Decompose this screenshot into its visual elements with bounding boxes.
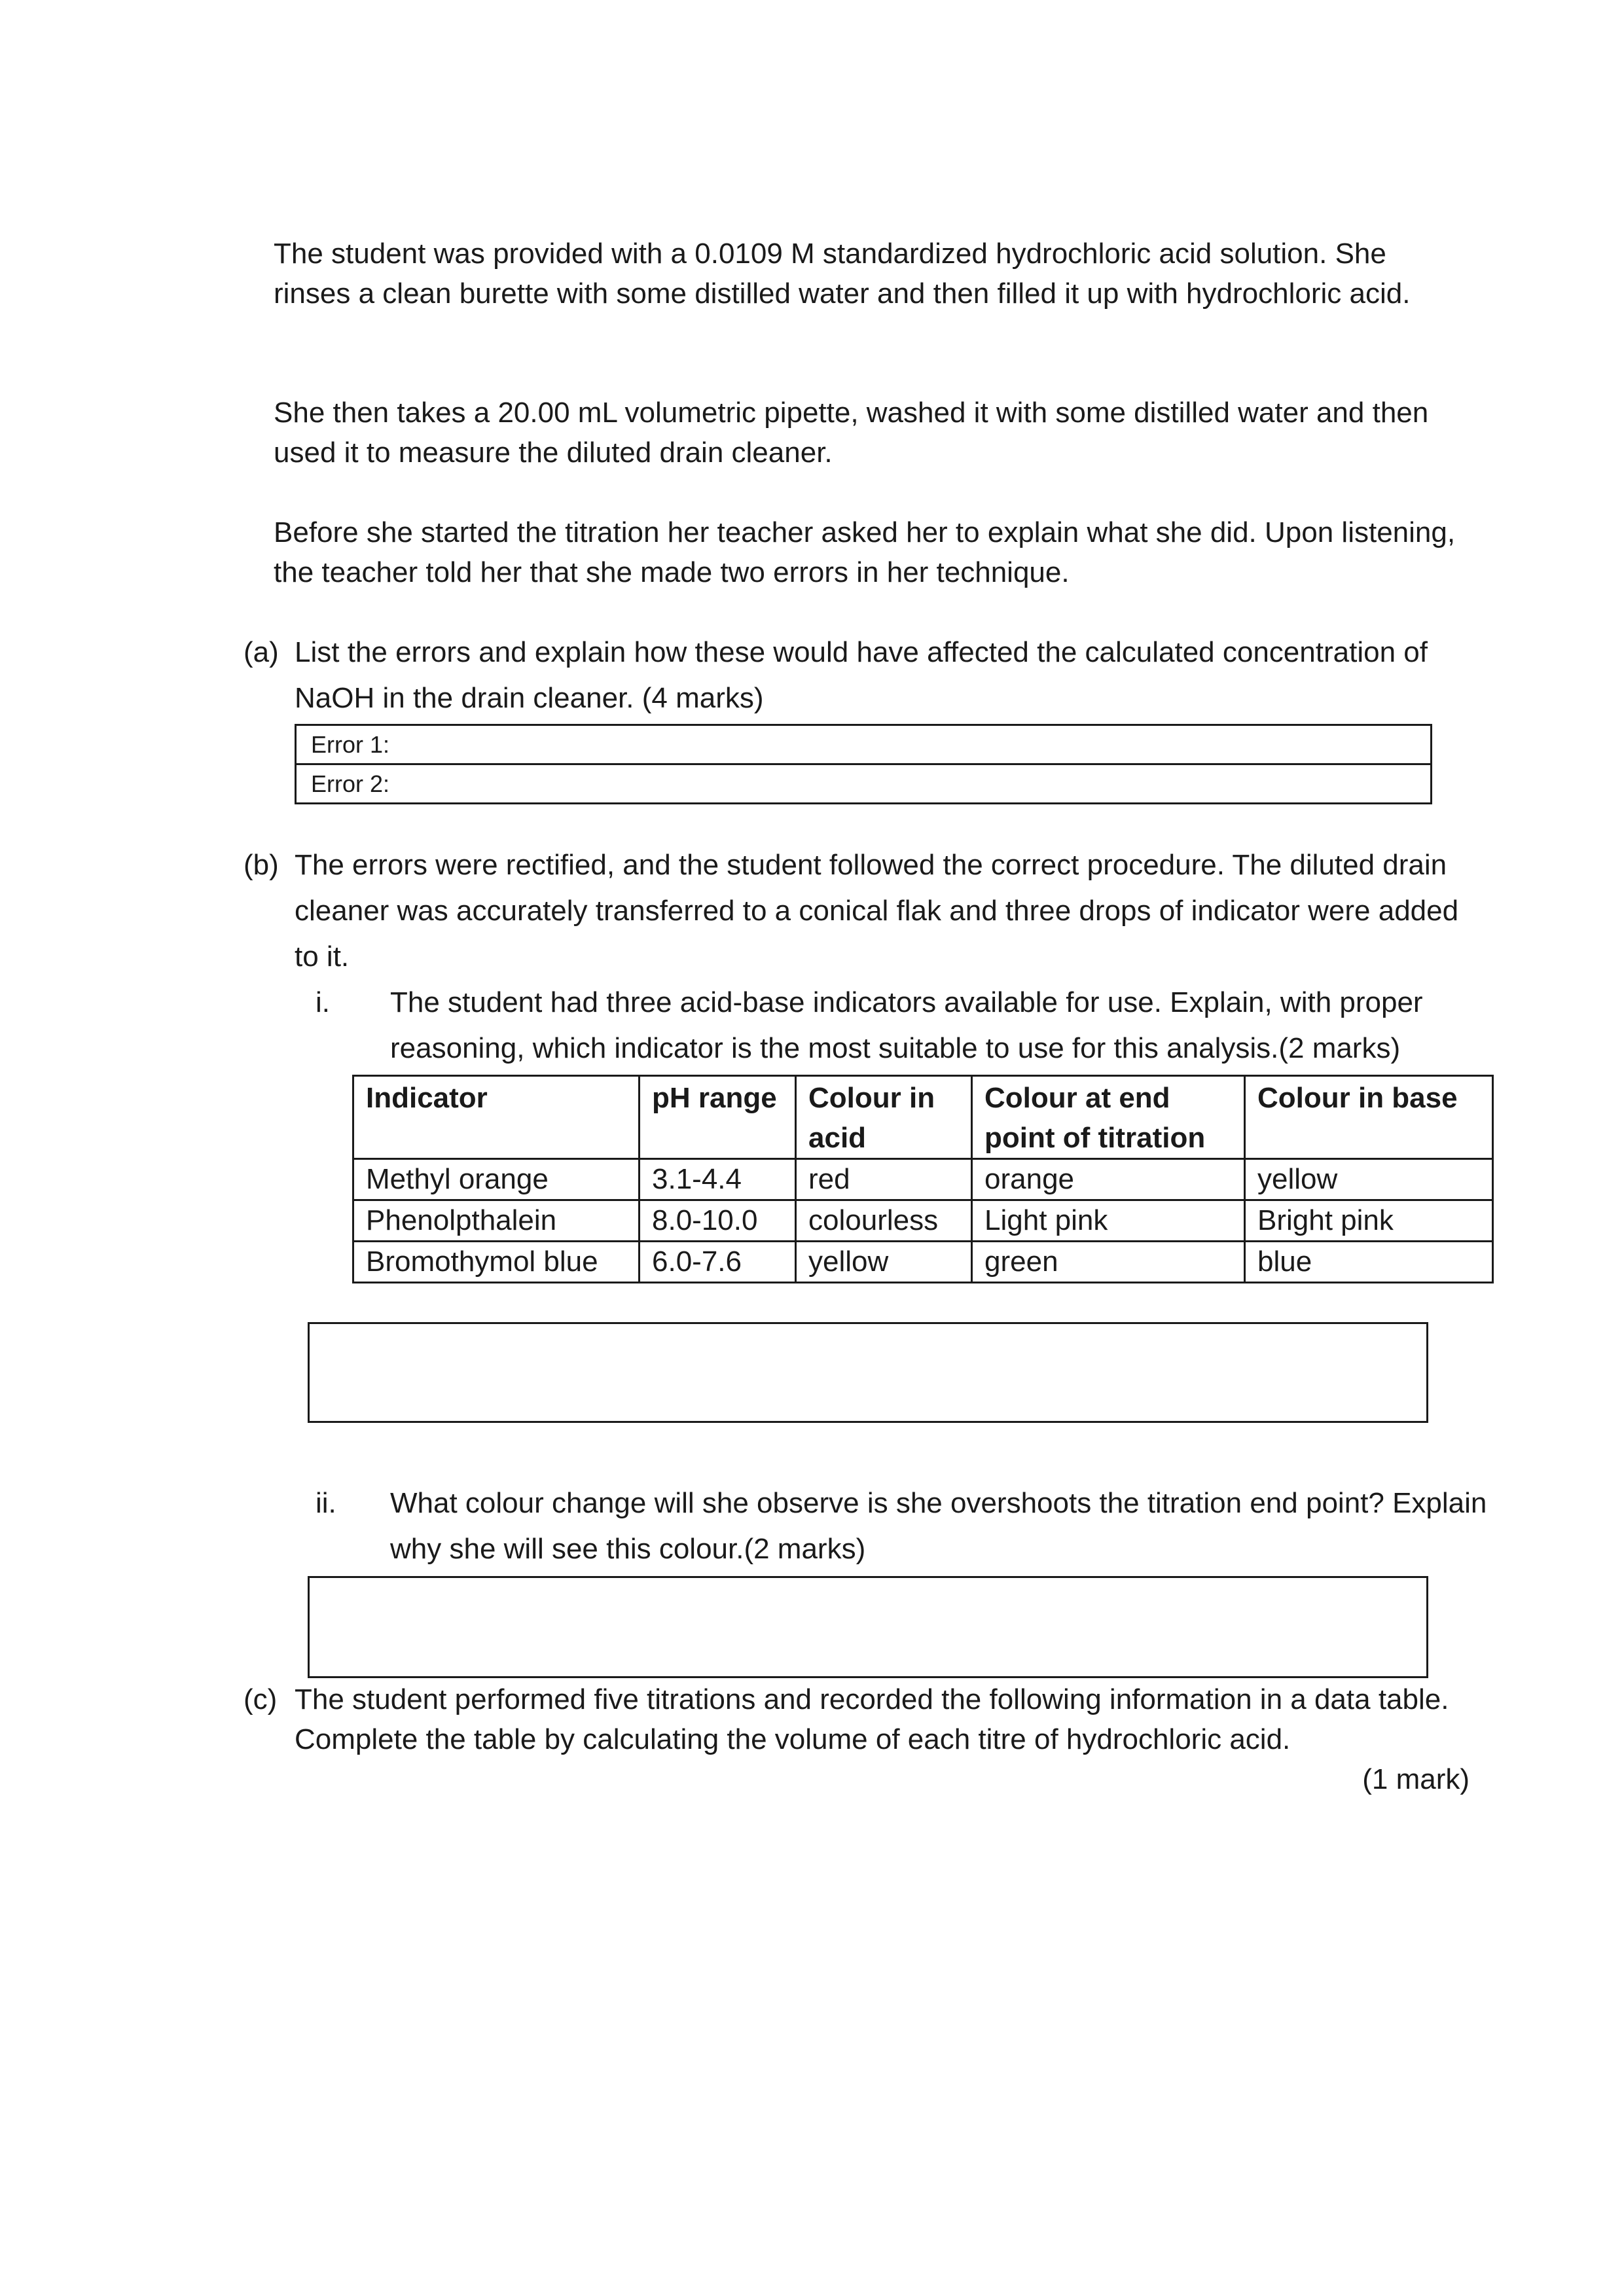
intro-paragraph-1: The student was provided with a 0.0109 M standardized hydrochloric acid solution. She rinses a clean burette with some distilled water and then filled it up with hydrochloric acid. bbox=[274, 238, 1411, 310]
table-cell: Light pink bbox=[972, 1200, 1245, 1242]
part-b-ii-question: What colour change will she observe is she overshoots the titration end point? Explain why she will see this colour.(2 marks) bbox=[390, 1487, 1487, 1565]
part-b-ii-label: ii. bbox=[316, 1487, 336, 1519]
indicator-table-header-row bbox=[353, 1076, 1493, 1159]
indicator-answer-box[interactable] bbox=[308, 1322, 1428, 1423]
table-row bbox=[353, 1159, 1493, 1200]
part-b-i-label: i. bbox=[316, 986, 330, 1018]
table-row bbox=[353, 1200, 1493, 1242]
error-1-field[interactable]: Error 1: bbox=[311, 731, 390, 758]
part-b-i-question: The student had three acid-base indicators available for use. Explain, with proper reasoning, which indicator is the most suitable to use for this analysis.(2 marks) bbox=[390, 986, 1423, 1064]
table-cell: Phenolpthalein bbox=[353, 1200, 640, 1242]
overshoot-answer-box[interactable] bbox=[308, 1576, 1428, 1678]
table-cell: Bromothymol blue bbox=[353, 1242, 640, 1283]
table-cell: 3.1-4.4 bbox=[640, 1159, 796, 1200]
table-cell: red bbox=[796, 1159, 972, 1200]
intro-paragraph-2: She then takes a 20.00 mL volumetric pipette, washed it with some distilled water and then used it to measure the diluted drain cleaner. bbox=[274, 397, 1429, 469]
table-cell: 8.0-10.0 bbox=[640, 1200, 796, 1242]
table-cell: Methyl orange bbox=[353, 1159, 640, 1200]
part-b-question: The errors were rectified, and the student followed the correct procedure. The diluted drain cleaner was accurately transferred to a conical flak and three drops of indicator were added to it. bbox=[295, 849, 1459, 973]
part-a-question: List the errors and explain how these would have affected the calculated concentration of NaOH in the drain cleaner. (4 marks) bbox=[295, 636, 1428, 714]
table-cell: 6.0-7.6 bbox=[640, 1242, 796, 1283]
table-cell: green bbox=[972, 1242, 1245, 1283]
table-cell: yellow bbox=[796, 1242, 972, 1283]
part-a-label: (a) bbox=[244, 636, 279, 668]
error-2-field[interactable]: Error 2: bbox=[297, 763, 1430, 802]
table-cell: Bright pink bbox=[1245, 1200, 1493, 1242]
header-ph-range: pH range bbox=[640, 1076, 796, 1159]
table-cell: colourless bbox=[796, 1200, 972, 1242]
indicator-table bbox=[352, 1075, 1494, 1283]
error-answer-box bbox=[295, 724, 1432, 804]
part-c-question: The student performed five titrations and recorded the following information in a data table. Complete the table by calculating the volume of each titre of hydrochloric acid. bbox=[295, 1683, 1449, 1755]
part-c-label: (c) bbox=[244, 1683, 278, 1715]
table-cell: blue bbox=[1245, 1242, 1493, 1283]
intro-paragraph-3: Before she started the titration her teacher asked her to explain what she did. Upon listening, the teacher told her that she made two errors in her technique. bbox=[274, 516, 1456, 588]
part-b-label: (b) bbox=[244, 849, 279, 881]
header-colour-in-base: Colour in base bbox=[1245, 1076, 1493, 1159]
part-c-marks: (1 mark) bbox=[1362, 1763, 1470, 1795]
header-colour-in-acid: Colour in acid bbox=[796, 1076, 972, 1159]
header-indicator: Indicator bbox=[353, 1076, 640, 1159]
table-cell: orange bbox=[972, 1159, 1245, 1200]
table-row bbox=[353, 1242, 1493, 1283]
table-cell: yellow bbox=[1245, 1159, 1493, 1200]
header-colour-at-end-point: Colour at end point of titration bbox=[972, 1076, 1245, 1159]
